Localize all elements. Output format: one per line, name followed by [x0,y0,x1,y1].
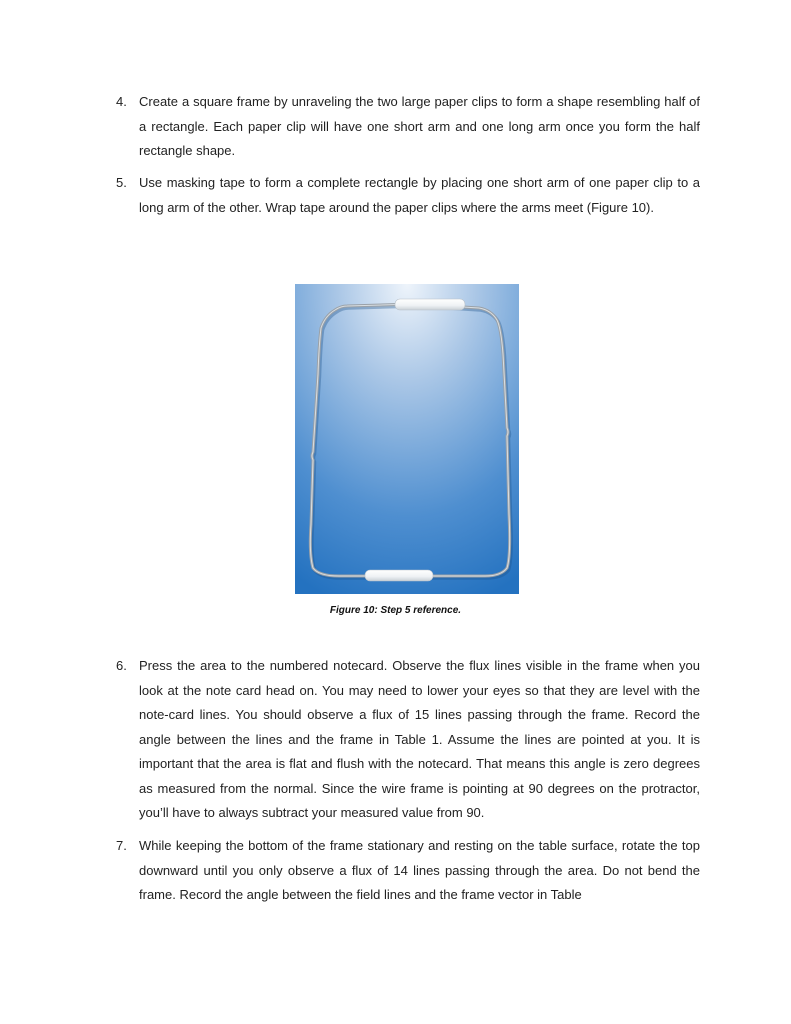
figure-10-image [295,284,519,594]
step-text: Create a square frame by unraveling the two large paper clips to form a shape resembling half of a rectangle. Each paper clip will have one short arm and one long arm once you form the half rectangle shape. [139,94,700,158]
step-number: 6. [116,658,127,673]
step-7 [116,834,700,908]
masking-tape-top [395,299,465,310]
masking-tape-bottom [365,570,433,581]
step-text: Press the area to the numbered notecard. Observe the flux lines visible in the frame when you look at the note card head on. You may need to lower your eyes so that they are level with the note-card lines. You should observe a flux of 15 lines passing through the frame. Record the angle between the lines and the frame in Table 1. Assume the lines are pointed at you. It is important that the area is flat and flush with the notecard. That means this angle is zero degrees as measured from the normal. Since the wire frame is pointing at 90 degrees on the protractor, you’ll have to always subtract your measured value from 90. [139,658,700,820]
step-text: While keeping the bottom of the frame stationary and resting on the table surface, rotate the top downward until you only observe a flux of 14 lines passing through the area. Do not bend the frame. Record the angle between the field lines and the frame vector in Table [139,838,700,902]
step-4 [116,90,700,164]
step-number: 7. [116,838,127,853]
step-text: Use masking tape to form a complete rectangle by placing one short arm of one paper clip to a long arm of the other. Wrap tape around the paper clips where the arms meet (Figure 10). [139,175,700,215]
paper-clip-frame-illustration [295,284,519,594]
step-number: 4. [116,94,127,109]
figure-caption: Figure 10: Step 5 reference. [329,605,462,616]
step-6 [116,654,700,826]
figure-background [295,284,519,594]
step-5 [116,171,700,220]
step-number: 5. [116,175,127,190]
